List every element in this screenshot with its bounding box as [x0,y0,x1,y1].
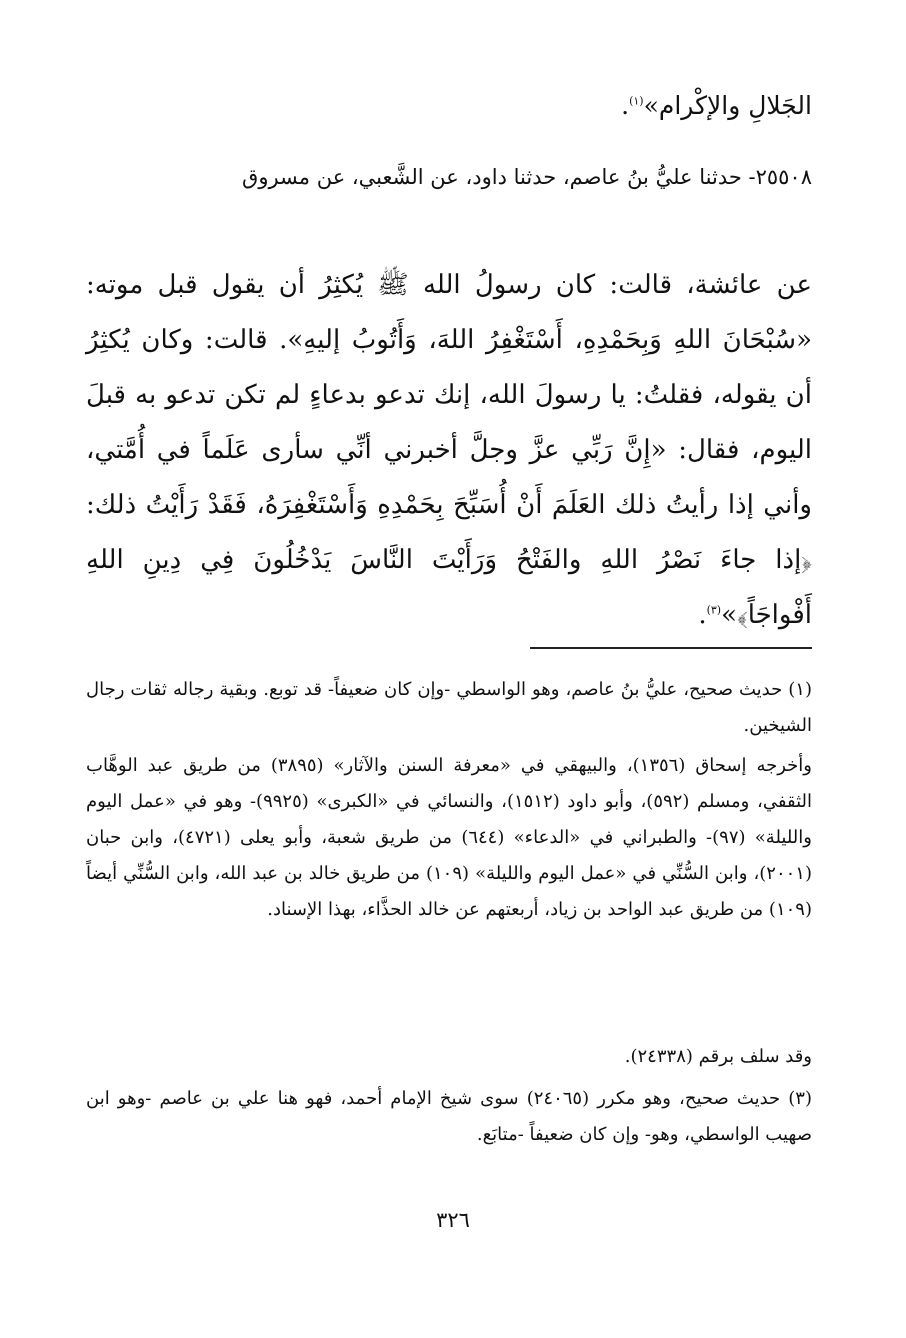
hadith-matn-end: . [698,600,707,630]
page-number: ٣٢٦ [436,1208,470,1232]
footnote-1: (١) حديث صحيح، عليُّ بنُ عاصم، وهو الواسطي -وإن كان ضعيفاً- قد توبع. وبقية رجاله ثقات رجال الشيخين. [86,679,812,736]
footnote-3: (٣) حديث صحيح، وهو مكرر (٢٤٠٦٥) سوى شيخ الإمام أحمد، فهو هنا علي بن عاصم -وهو ابن صهيب الواسطي، وهو- وإن كان ضعيفاً -متابَع. [86,1088,812,1145]
continuation-end: . [621,91,630,120]
footnote-ref-3: (٣) [706,603,722,617]
footnote-1-takhrij: وأخرجه إسحاق (١٣٥٦)، والبيهقي في «معرفة السنن والآثار» (٣٨٩٥) من طريق عبد الوهَّاب الثقفي، ومسلم (٥٩٢)، وأبو داود (١٥١٢)، والنسائي في «الكبرى» (٩٩٢٥)- وهو في «عمل اليوم والليلة» (٩٧)- والطبراني في «الدعاء» (٦٤٤) من طريق شعبة، وأبو يعلى (٤٧٢١)، وابن حبان (٢٠٠١)، وابن السُّنِّي في «عمل اليوم والليلة» (١٠٩) من طريق خالد بن عبد الله، وابن السُّنِّي أيضاً (١٠٩) من طريق عبد الواحد بن زياد، أربعتهم عن خالد الحذَّاء، بهذا الإسناد. [86,755,813,920]
hadith-isnad: ٢٥٥٠٨- حدثنا عليُّ بنُ عاصم، حدثنا داود، عن الشَّعبي، عن مسروق [242,165,812,189]
hadith-matn-text: عن عائشة، قالت: كان رسولُ الله ﷺ يُكثِرُ أن يقول قبل موته: «سُبْحَانَ اللهِ وَبِحَمْدِهِ، أَسْتَغْفِرُ اللهَ، وَأَتُوبُ إليهِ». قالت: وكان يُكثِرُ أن يقوله، فقلتُ: يا رسولَ الله، إنك تدعو بدعاءٍ لم تكن تدعو به قبلَ اليوم، فقال: «إِنَّ رَبِّي عزَّ وجلَّ أخبرني أنِّي سأرى عَلَماً في أُمَّتي، وأني إذا رأيتُ ذلك العَلَمَ أَنْ أُسَبِّحَ بِحَمْدِهِ وَأَسْتَغْفِرَهُ، فَقَدْ رَأَيْتُ ذلك: ﴿إذا جاءَ نَصْرُ اللهِ والفَتْحُ وَرَأَيْتَ النَّاسَ يَدْخُلُونَ فِي دِينِ اللهِ أَفْواجَاً﴾» [86,270,812,630]
continuation-text: الجَلالِ والإكْرام» [643,91,812,120]
continuation-line [86,86,812,126]
footnote-ref-1: (١) [629,94,644,108]
footnote-separator [530,647,812,649]
footnote-1-crossref: وقد سلف برقم (٢٤٣٣٨). [624,1046,812,1067]
hadith-matn [86,258,812,643]
